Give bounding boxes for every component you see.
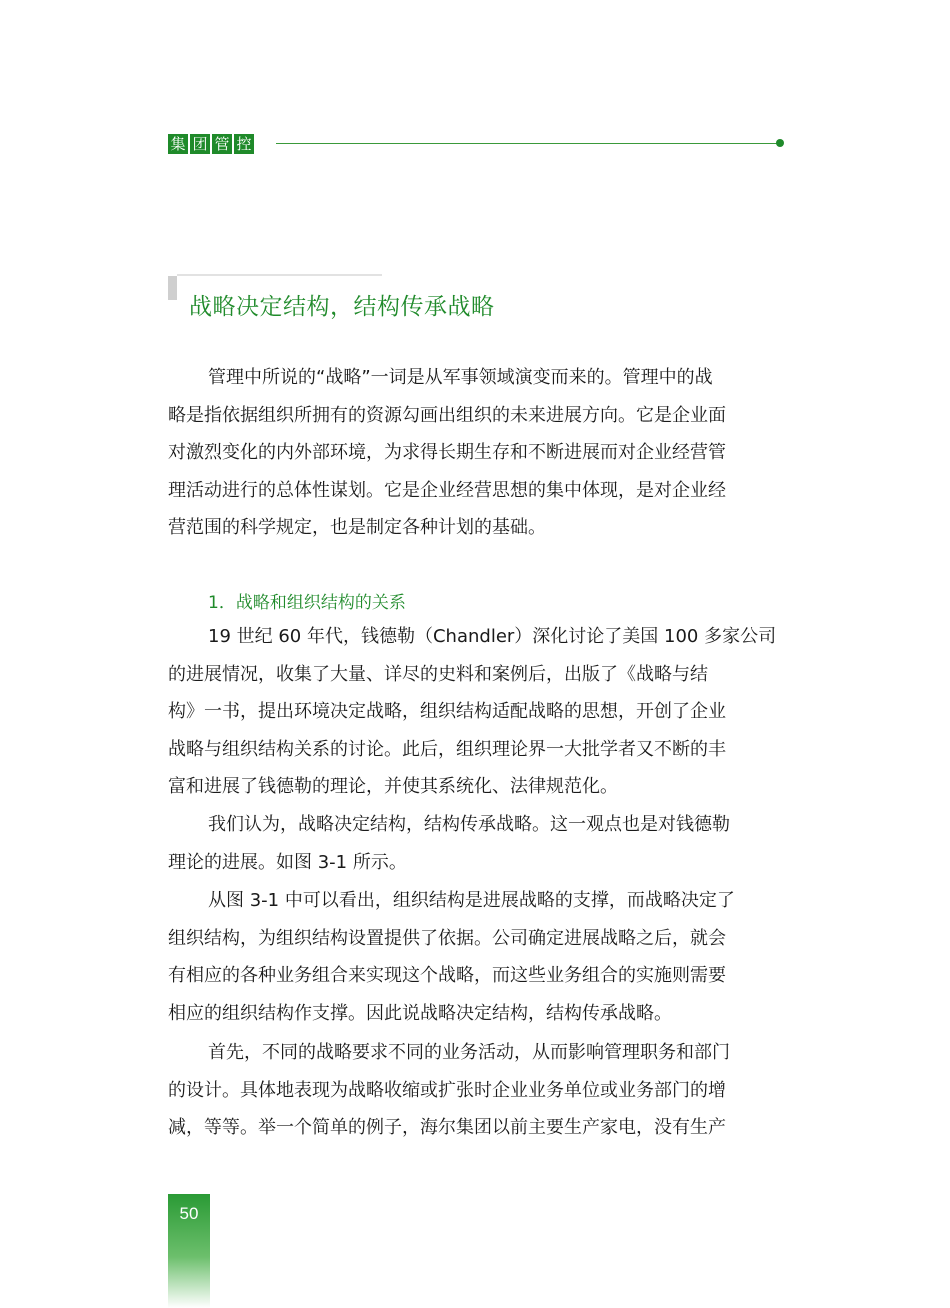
paragraph-line: 的进展情况，收集了大量、详尽的史料和案例后，出版了《战略与结: [168, 663, 708, 685]
title-decoration-line: [177, 274, 382, 276]
paragraph-line: 对激烈变化的内外部环境，为求得长期生存和不断进展而对企业经营管: [168, 442, 726, 464]
paragraph-line: 理论的进展。如图 3-1 所示。: [168, 851, 407, 873]
paragraph-line: 构》一书，提出环境决定战略，组织结构适配战略的思想，开创了企业: [168, 701, 726, 723]
paragraph-line: 有相应的各种业务组合来实现这个战略，而这些业务组合的实施则需要: [168, 965, 726, 987]
header-rule: [276, 143, 778, 144]
page-number: 50: [179, 1204, 199, 1223]
subheading: 1．战略和组织结构的关系: [208, 593, 406, 613]
paragraph-line: 19 世纪 60 年代，钱德勒（Chandler）深化讨论了美国 100 多家公司: [208, 626, 777, 647]
paragraph-line: 从图 3-1 中可以看出，组织结构是进展战略的支撑，而战略决定了: [208, 890, 735, 911]
paragraph-line: 相应的组织结构作支撑。因此说战略决定结构，结构传承战略。: [168, 1002, 672, 1024]
body-paragraph: [168, 1034, 780, 1147]
paragraph-line: 减，等等。举一个简单的例子，海尔集团以前主要生产家电，没有生产: [168, 1117, 726, 1139]
header-rule-dot: [776, 139, 784, 147]
title-decoration-bar: [168, 276, 177, 300]
brand-char: 管: [212, 134, 232, 154]
paragraph-line: 的设计。具体地表现为战略收缩或扩张时企业业务单位或业务部门的增: [168, 1079, 726, 1101]
body-paragraph: [168, 618, 780, 806]
paragraph-line: 首先，不同的战略要求不同的业务活动，从而影响管理职务和部门: [208, 1042, 730, 1063]
paragraph-line: 管理中所说的“战略”一词是从军事领域演变而来的。管理中的战: [208, 367, 713, 388]
section-title: 战略决定结构，结构传承战略: [189, 294, 495, 320]
paragraph-line: 略是指依据组织所拥有的资源勾画出组织的未来进展方向。它是企业面: [168, 404, 726, 426]
paragraph-line: 富和进展了钱德勒的理论，并使其系统化、法律规范化。: [168, 776, 618, 798]
paragraph-line: 战略与组织结构关系的讨论。此后，组织理论界一大批学者又不断的丰: [168, 738, 726, 760]
paragraph-line: 营范围的科学规定，也是制定各种计划的基础。: [168, 517, 546, 539]
body-paragraph: [168, 806, 780, 881]
paragraph-line: 我们认为，战略决定结构，结构传承战略。这一观点也是对钱德勒: [208, 814, 730, 835]
paragraph-line: 理活动进行的总体性谋划。它是企业经营思想的集中体现，是对企业经: [168, 479, 726, 501]
paragraph-line: 组织结构，为组织结构设置提供了依据。公司确定进展战略之后，就会: [168, 927, 726, 949]
brand-char: 团: [190, 134, 210, 154]
body-paragraph: [168, 882, 780, 1032]
brand-char: 集: [168, 134, 188, 154]
brand-char: 控: [234, 134, 254, 154]
header-brand: [168, 134, 254, 154]
intro-paragraph: [168, 359, 780, 547]
